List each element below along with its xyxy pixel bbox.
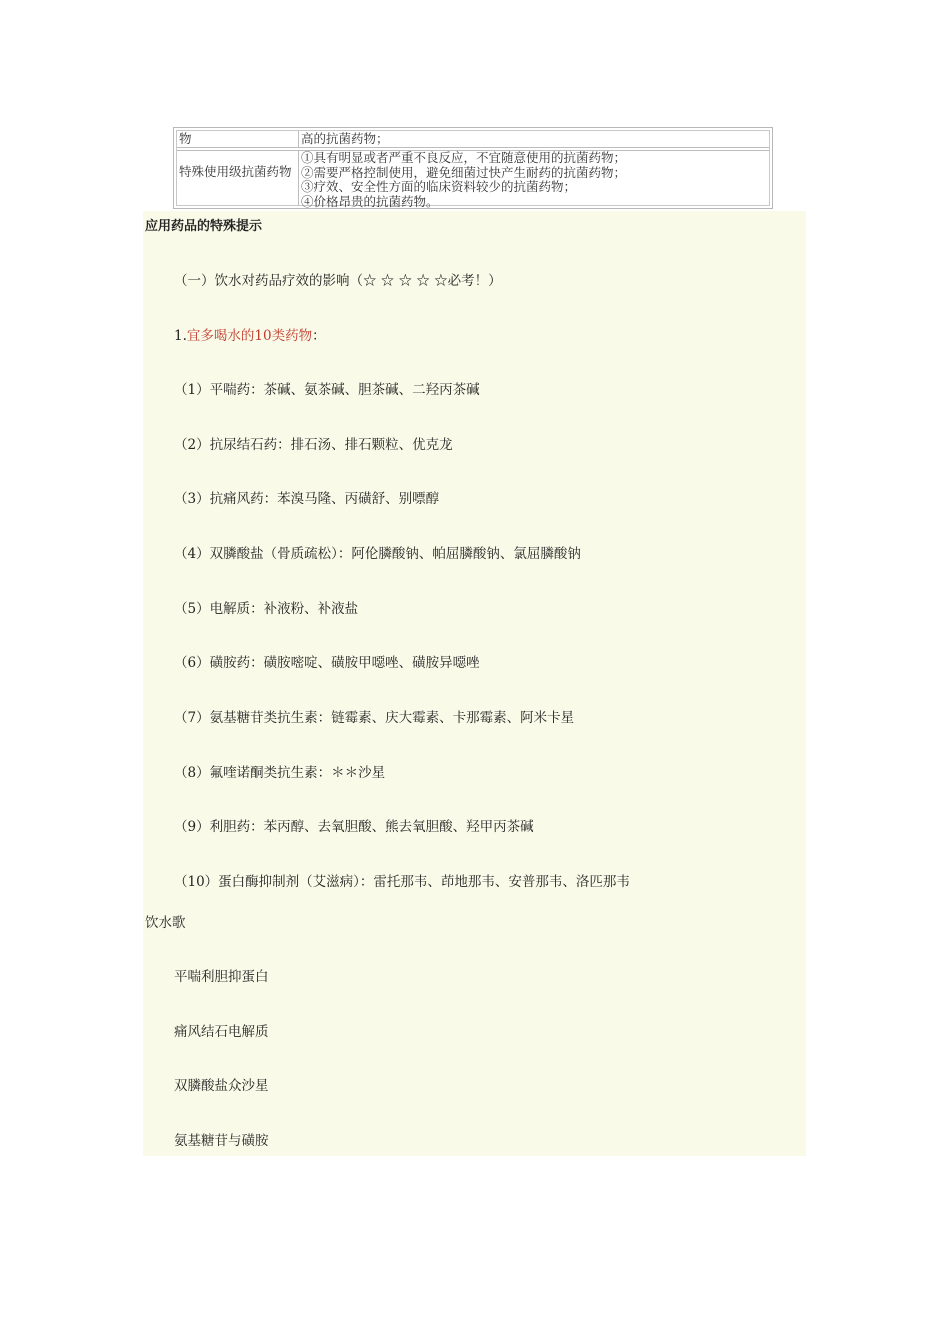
- song-line: 双膦酸盐众沙星: [174, 1078, 269, 1094]
- list-item: （5）电解质：补液粉、补液盐: [174, 601, 359, 617]
- table-cell-line: ①具有明显或者严重不良反应，不宜随意使用的抗菌药物；: [301, 150, 627, 165]
- song-line: 平喘利胆抑蛋白: [174, 969, 269, 985]
- table-cell-category: 特殊使用级抗菌药物: [179, 164, 292, 179]
- table-row: [177, 150, 769, 209]
- table-cell-line: ②需要严格控制使用，避免细菌过快产生耐药的抗菌药物；: [301, 164, 627, 180]
- table-cell-description: 高的抗菌药物；: [301, 131, 389, 146]
- list-item: （4）双膦酸盐（骨质疏松）：阿伦膦酸钠、帕屈膦酸钠、氯屈膦酸钠: [174, 546, 581, 562]
- list-item: （7）氨基糖苷类抗生素：链霉素、庆大霉素、卡那霉素、阿米卡星: [174, 710, 575, 726]
- list-heading-suffix: ：: [312, 328, 326, 344]
- table-cell-line: ③疗效、安全性方面的临床资料较少的抗菌药物；: [301, 179, 577, 194]
- table-row: [177, 131, 769, 148]
- list-heading-prefix: 1.: [174, 328, 187, 344]
- table-cell-description: [301, 151, 626, 209]
- drug-classification-table: [173, 127, 773, 209]
- list-item: （1）平喘药：茶碱、氨茶碱、胆茶碱、二羟丙茶碱: [174, 382, 480, 398]
- content-panel: [143, 211, 806, 1156]
- list-item: （2）抗尿结石药：排石汤、排石颗粒、优克龙: [174, 437, 453, 453]
- list-item: （9）利胆药：苯丙醇、去氧胆酸、熊去氧胆酸、羟甲丙茶碱: [174, 819, 534, 835]
- list-heading: [174, 327, 326, 345]
- table-inner-frame: [176, 130, 770, 209]
- song-title: 饮水歌: [145, 915, 186, 931]
- list-item: （6）磺胺药：磺胺嘧啶、磺胺甲噁唑、磺胺异噁唑: [174, 655, 480, 671]
- column-divider: [298, 131, 299, 147]
- column-divider: [298, 151, 299, 205]
- list-item: （8）氟喹诺酮类抗生素：＊＊沙星: [174, 765, 386, 781]
- table-cell-line: ④价格昂贵的抗菌药物。: [301, 193, 439, 209]
- section-title: 应用药品的特殊提示: [145, 219, 263, 234]
- table-cell-category: 物: [179, 131, 192, 146]
- subheading: （一）饮水对药品疗效的影响（☆ ☆ ☆ ☆ ☆必考！）: [174, 273, 502, 289]
- song-line: 氨基糖苷与磺胺: [174, 1133, 269, 1149]
- list-item: （10）蛋白酶抑制剂（艾滋病）：雷托那韦、茚地那韦、安普那韦、洛匹那韦: [174, 874, 630, 890]
- song-line: 痛风结石电解质: [174, 1024, 269, 1040]
- list-heading-highlight: 宜多喝水的10类药物: [186, 328, 313, 344]
- list-item: （3）抗痛风药：苯溴马隆、丙磺舒、别嘌醇: [174, 491, 440, 507]
